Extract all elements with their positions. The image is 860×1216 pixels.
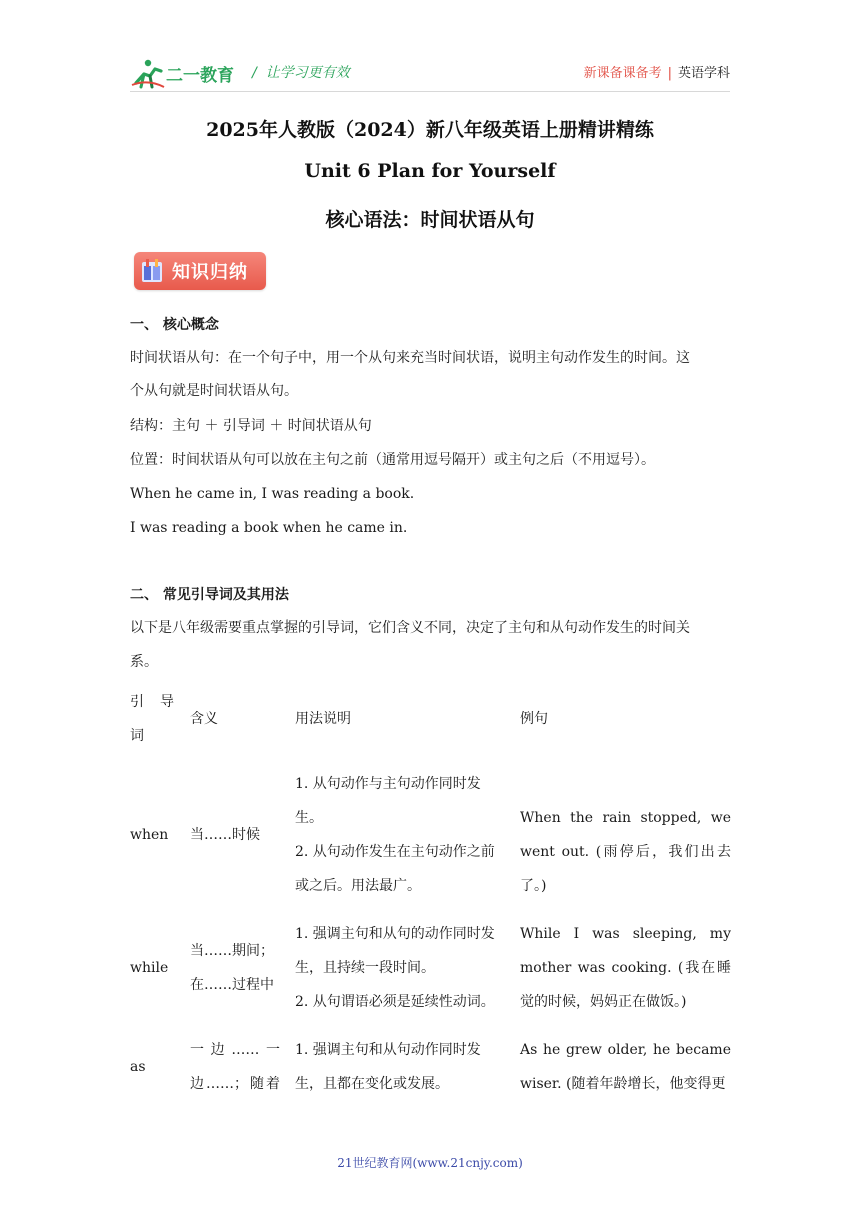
row-usage <box>295 917 507 1019</box>
header-separator: | <box>667 66 672 81</box>
document-title: 2025年人教版（2024）新八年级英语上册精讲精练 <box>206 119 654 141</box>
usage-point: 2. 从句谓语必须是延续性动词。 <box>295 994 495 1010</box>
row-meaning: 一边……一边……；随着 <box>190 1042 280 1092</box>
definition-line-1: 时间状语从句：在一个句子中，用一个从句来充当时间状语，说明主句动作发生的时间。这 <box>130 350 690 366</box>
row-lead: as <box>130 1059 146 1075</box>
row-usage <box>295 1033 507 1101</box>
header-secondary: 英语学科 <box>677 66 730 81</box>
usage-point: 1. 强调主句和从句的动作同时发生，且持续一段时间。 <box>295 926 495 976</box>
runner-icon <box>132 60 164 87</box>
header-primary: 新课备课备考 <box>583 66 662 81</box>
knowledge-badge <box>134 252 266 290</box>
header-usage: 用法说明 <box>295 711 351 727</box>
page-footer: 21世纪教育网(www.21cnjy.com) <box>337 1156 523 1170</box>
header-example: 例句 <box>520 711 548 727</box>
row-example: While I was sleeping, my mother was cooking. (我在睡觉的时候，妈妈正在做饭。) <box>520 926 731 1010</box>
intro-line-1: 以下是八年级需要重点掌握的引导词，它们含义不同，决定了主句和从句动作发生的时间关 <box>130 620 690 636</box>
row-example: As he grew older, he became wiser. (随着年龄增长，他变得更 <box>520 1042 731 1092</box>
slogan: / 让学习更有效 <box>252 65 350 81</box>
book-icon <box>140 258 164 284</box>
header-subject <box>584 62 730 81</box>
usage-point: 1. 强调主句和从句动作同时发生，且都在变化或发展。 <box>295 1042 481 1092</box>
page-header <box>130 55 730 95</box>
badge-label: 知识归纳 <box>172 262 248 283</box>
header-lead: 引 导 <box>130 694 174 710</box>
logo-text: 二一教育 <box>166 66 234 86</box>
header-meaning: 含义 <box>190 711 218 727</box>
row-example: When the rain stopped, we went out. (雨停后，我们出去了。) <box>520 810 731 894</box>
row-lead: while <box>130 960 169 976</box>
section-heading-conjunctions: 二、 常见引导词及其用法 <box>130 587 289 603</box>
example-sentence-1: When he came in, I was reading a book. <box>130 486 415 502</box>
row-usage <box>295 767 507 903</box>
row-meaning: 当……时候 <box>190 827 260 843</box>
unit-title: Unit 6 Plan for Yourself <box>304 160 556 182</box>
position-line: 位置：时间状语从句可以放在主句之前（通常用逗号隔开）或主句之后（不用逗号）。 <box>130 452 655 468</box>
row-meaning: 当……期间；在……过程中 <box>190 943 274 993</box>
structure-line: 结构：主句 ＋ 引导词 ＋ 时间状语从句 <box>130 418 372 434</box>
definition-line-2: 个从句就是时间状语从句。 <box>130 383 298 399</box>
example-sentence-2: I was reading a book when he came in. <box>130 520 408 536</box>
header-divider <box>130 91 730 92</box>
row-lead: when <box>130 827 169 843</box>
logo <box>130 57 242 91</box>
header-lead-2: 词 <box>130 728 144 744</box>
usage-point: 1. 从句动作与主句动作同时发生。 <box>295 776 481 826</box>
topic-title: 核心语法：时间状语从句 <box>325 209 535 231</box>
intro-line-2: 系。 <box>130 654 158 670</box>
usage-point: 2. 从句动作发生在主句动作之前或之后。用法最广。 <box>295 844 495 894</box>
section-heading-core-concept: 一、 核心概念 <box>130 317 219 333</box>
